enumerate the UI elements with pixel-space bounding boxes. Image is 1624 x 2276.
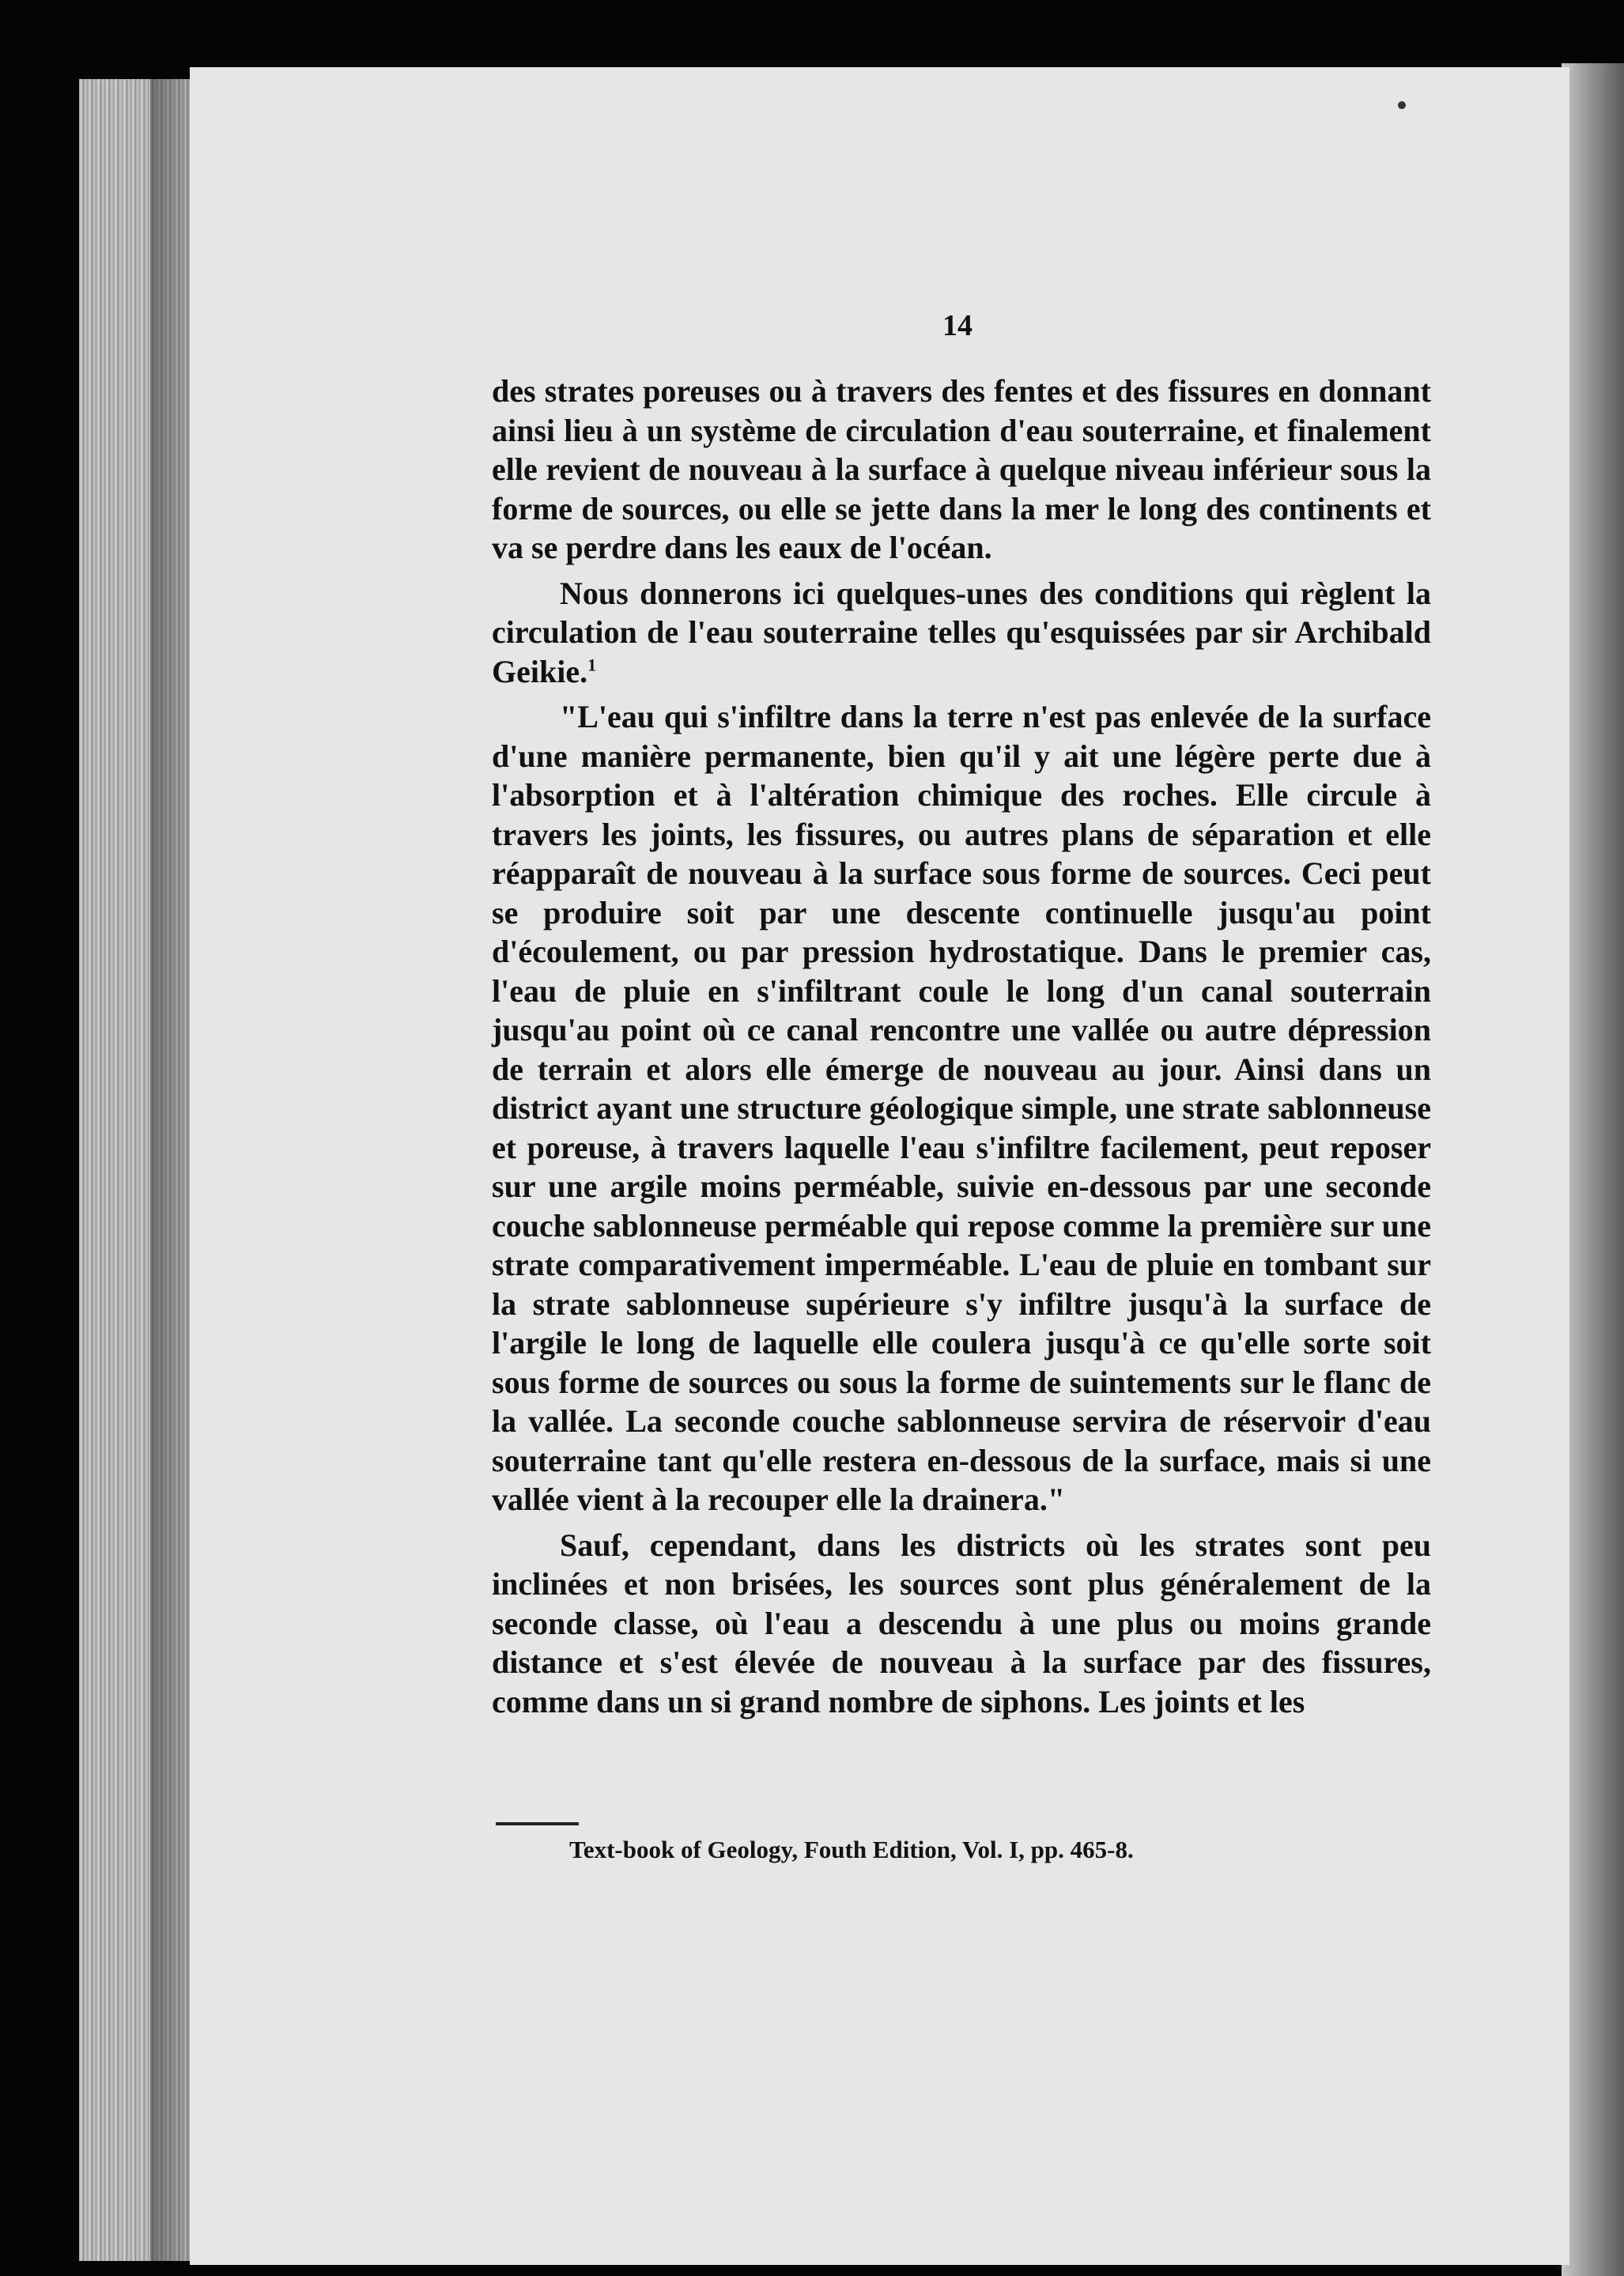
paragraph-closing: Sauf, cependant, dans les districts où les strates sont peu inclinées et non brisées, les sources sont plus généralement de la seconde classe, où l'eau a descendu à une plus ou moins grande distance et s'est élevée de nouveau à la surface par des fissures, comme dans un si grand nombre de siphons. Les joints et les: [492, 1527, 1431, 1719]
footnote-marker: 1: [587, 655, 597, 675]
footnote-rule: [496, 1822, 579, 1825]
paragraph-intro-text: Nous donnerons ici quelques-unes des conditions qui règlent la circulation de l'eau souterraine telles qu'esquissées par sir Archibald Geikie.: [492, 575, 1431, 689]
scan-speck: [1398, 101, 1406, 109]
body-text: [492, 372, 1431, 1721]
paragraph-continued: des strates poreuses ou à travers des fentes et des fissures en donnant ainsi lieu à un système de circulation d'eau souterraine, et finalement elle revient de nouveau à la surface à quelque niveau inférieur sous la forme de sources, ou elle se jette dans la mer le long des continents et va se perdre dans les eaux de l'océan.: [492, 373, 1431, 565]
right-binding-edge: [1562, 63, 1624, 2276]
paragraph-intro: [492, 574, 1431, 692]
page-number: 14: [942, 309, 973, 342]
paragraph-quote: "L'eau qui s'infiltre dans la terre n'est pas enlevée de la surface d'une manière permanente, bien qu'il y ait une légère perte due à l'absorption et à l'altération chimique des roches. Elle circule à travers les joints, les fissures, ou autres plans de séparation et elle réapparaît de nouveau à la surface sous forme de sources. Ceci peut se produire soit par une descente continuelle jusqu'au point d'écoulement, ou par pression hydrostatique. Dans le premier cas, l'eau de pluie en s'infiltrant coule le long d'un canal souterrain jusqu'au point où ce canal rencontre une vallée ou autre dépression de terrain et alors elle émerge de nouveau au jour. Ainsi dans un district ayant une structure géologique simple, une strate sablonneuse et poreuse, à travers laquelle l'eau s'infiltre facilement, peut reposer sur une argile moins perméable, suivie en-dessous par une seconde couche sablonneuse perméable qui repose comme la première sur une strate comparativement imperméable. L'eau de pluie en tombant sur la strate sablonneuse supérieure s'y infiltre jusqu'à la surface de l'argile le long de laquelle elle coulera jusqu'à ce qu'elle sorte soit sous forme de sources ou sous la forme de suintements sur le flanc de la vallée. La seconde couche sablonneuse servira de réservoir d'eau souterraine tant qu'elle restera en-dessous de la surface, mais si une vallée vient à la recouper elle la drainera.": [492, 699, 1431, 1517]
footnote-text: Text-book of Geology, Fouth Edition, Vol. I, pp. 465-8.: [569, 1836, 1134, 1863]
